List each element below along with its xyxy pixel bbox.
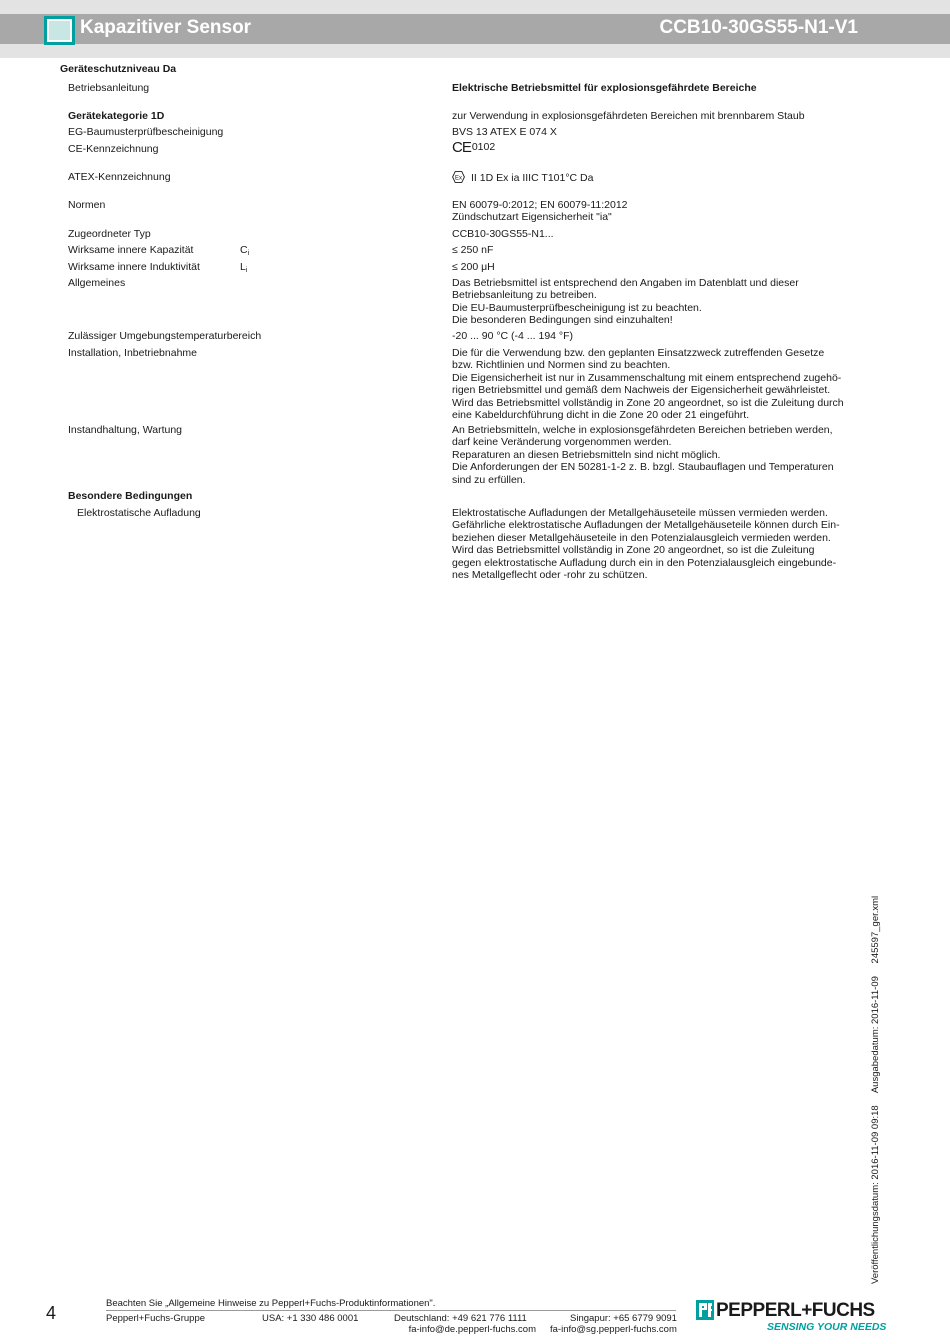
row-label-installation: Installation, Inbetriebnahme (68, 347, 197, 359)
allgemeines-line: Die EU-Baumusterprüfbescheinigung ist zu beachten. (452, 301, 702, 314)
page-header (0, 0, 950, 58)
pf-mark-icon (696, 1300, 714, 1320)
row-value-atex (452, 171, 593, 184)
footer-note: Beachten Sie „Allgemeine Hinweise zu Pepperl+Fuchs-Produktinformationen". (106, 1298, 436, 1309)
ce-notified-body: 0102 (471, 141, 496, 153)
instandhaltung-line: An Betriebsmitteln, welche in explosionsgefährdeten Bereichen betrieben werden, (452, 424, 833, 436)
row-value-normen (452, 199, 628, 224)
published-date: Veröffentlichungsdatum: 2016-11-09 09:18 (870, 1105, 881, 1284)
row-label-normen: Normen (68, 199, 106, 211)
brand-tagline: SENSING YOUR NEEDS (767, 1321, 887, 1333)
product-code: CCB10-30GS55-N1-V1 (659, 17, 858, 38)
header-top-band (0, 0, 950, 14)
allgemeines-line: Betriebsanleitung zu betreiben. (452, 289, 597, 302)
header-bottom-band (0, 44, 950, 58)
page-number: 4 (46, 1303, 57, 1323)
footer-germany-phone: Deutschland: +49 621 776 1111 (394, 1313, 527, 1324)
row-value-ce (452, 141, 495, 154)
source-file: 245597_ger.xml (870, 895, 881, 964)
instandhaltung-line: Die Anforderungen der EN 50281-1-2 z. B. bzgl. Staubauflagen und Temperaturen (452, 461, 834, 474)
normen-line: Zündschutzart Eigensicherheit "ia" (452, 211, 612, 224)
row-label-atex: ATEX-Kennzeichnung (68, 171, 171, 183)
row-label-kapazitaet: Wirksame innere Kapazität (68, 244, 194, 256)
ce-mark-icon: CE (452, 139, 471, 156)
installation-line: rigen Betriebsmittel und gemäß dem Nachweis der Eigensicherheit gewährleistet. (452, 384, 831, 397)
allgemeines-line: Das Betriebsmittel ist entsprechend den Angaben im Datenblatt und dieser (452, 277, 799, 289)
row-symbol-induktivitaet: $L_i$ (240, 261, 248, 274)
row-label-geraetekategorie: Gerätekategorie 1D (68, 110, 165, 122)
normen-line: EN 60079-0:2012; EN 60079-11:2012 (452, 199, 628, 211)
publication-info (870, 886, 881, 1284)
category-square-icon (44, 16, 75, 45)
elektrostatik-line: Gefährliche elektrostatische Aufladungen der Metallgehäuseteile können durch Ein- (452, 519, 840, 532)
allgemeines-line: Die besonderen Bedingungen sind einzuhalten! (452, 314, 673, 327)
row-label-elektrostatik: Elektrostatische Aufladung (77, 507, 201, 519)
elektrostatik-line: gegen elektrostatische Aufladung durch ein in den Potenzialausgleich eingebunde- (452, 556, 837, 569)
row-symbol-kapazitaet: $C_i$ (240, 244, 250, 257)
brand-name: PEPPERL+FUCHS (716, 1300, 875, 1321)
elektrostatik-line: nes Metallgeflecht oder -rohr zu schützen. (452, 569, 648, 582)
row-value-zugeordneter-typ: CCB10-30GS55-N1... (452, 228, 554, 240)
row-value-geraetekategorie: zur Verwendung in explosionsgefährdeten Bereichen mit brennbarem Staub (452, 110, 805, 122)
row-label-temperaturbereich: Zulässiger Umgebungstemperaturbereich (68, 330, 262, 342)
issue-date: Ausgabedatum: 2016-11-09 (870, 976, 881, 1094)
row-value-temperaturbereich: -20 ... 90 °C (-4 ... 194 °F) (452, 330, 574, 342)
row-label-induktivitaet: Wirksame innere Induktivität (68, 261, 200, 273)
installation-line: Wird das Betriebsmittel vollständig in Zone 20 angeordnet, so ist die Zuleitung durch (452, 396, 844, 409)
installation-line: bzw. Richtlinien und Normen sind zu beachten. (452, 359, 671, 372)
row-value-allgemeines (452, 277, 799, 327)
installation-line: eine Kabeldurchführung dicht in die Zone 20 oder 21 eingeführt. (452, 409, 750, 422)
row-value-baumusterpruefung: BVS 13 ATEX E 074 X (452, 126, 557, 138)
svg-text:Ex: Ex (454, 175, 463, 182)
footer-group: Pepperl+Fuchs-Gruppe (106, 1313, 206, 1324)
footer-singapore-email[interactable]: fa-info@sg.pepperl-fuchs.com (550, 1324, 677, 1335)
row-value-kapazitaet: ≤ 250 nF (452, 244, 494, 256)
elektrostatik-line: Elektrostatische Aufladungen der Metallgehäuseteile müssen vermieden werden. (452, 507, 828, 519)
instandhaltung-line: sind zu erfüllen. (452, 473, 526, 486)
footer-singapore-phone: Singapur: +65 6779 9091 (570, 1313, 677, 1324)
row-value-elektrostatik (452, 507, 840, 581)
row-label-instandhaltung: Instandhaltung, Wartung (68, 424, 183, 436)
page-title: Kapazitiver Sensor (80, 17, 252, 38)
row-value-induktivitaet: ≤ 200 μH (452, 261, 495, 273)
row-label-baumusterpruefung: EG-Baumusterprüfbescheinigung (68, 126, 224, 138)
installation-line: Die Eigensicherheit ist nur in Zusammenschaltung mit einem entsprechend zugehö- (452, 371, 842, 384)
footer-divider (106, 1310, 676, 1311)
row-label-ce: CE-Kennzeichnung (68, 143, 159, 155)
row-label-betriebsanleitung: Betriebsanleitung (68, 82, 150, 94)
row-label-zugeordneter-typ: Zugeordneter Typ (68, 228, 151, 240)
elektrostatik-line: beziehen dieser Metallgehäuseteile in den Potenzialausgleich vermieden werden. (452, 531, 831, 544)
elektrostatik-line: Wird das Betriebsmittel vollständig in Zone 20 angeordnet, so ist die Zuleitung (452, 544, 815, 557)
instandhaltung-line: darf keine Veränderung vorgenommen werden. (452, 436, 672, 449)
instandhaltung-line: Reparaturen an diesen Betriebsmitteln sind nicht möglich. (452, 448, 721, 461)
section-title: Geräteschutzniveau Da (60, 63, 177, 75)
footer-germany-email[interactable]: fa-info@de.pepperl-fuchs.com (408, 1324, 536, 1335)
subsection-title-besondere-bedingungen: Besondere Bedingungen (68, 490, 193, 502)
atex-marking: II 1D Ex ia IIIC T101°C Da (471, 172, 594, 184)
pepperl-fuchs-logo (696, 1300, 886, 1334)
ex-hexagon-icon (452, 171, 465, 183)
row-value-betriebsanleitung: Elektrische Betriebsmittel für explosionsgefährdete Bereiche (452, 82, 757, 94)
installation-line: Die für die Verwendung bzw. den geplanten Einsatzzweck zutreffenden Gesetze (452, 347, 825, 359)
row-value-installation (452, 347, 844, 421)
row-value-instandhaltung (452, 424, 834, 486)
row-label-allgemeines: Allgemeines (68, 277, 126, 289)
footer-usa-phone: USA: +1 330 486 0001 (262, 1313, 359, 1324)
